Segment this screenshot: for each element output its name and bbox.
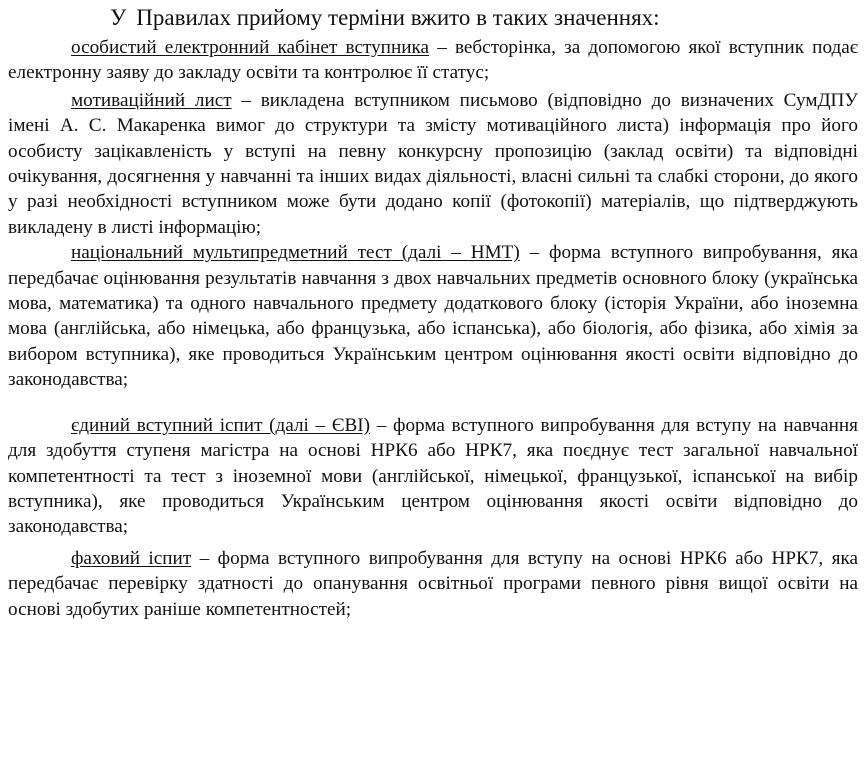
definition-text-nmt: – форма вступного випробування, яка передбачає оцінювання результатів навчання з двох навчальних предметів основного блоку (українська мова, математика) та одного навчального предмету додаткового блоку (історія України, або іноземна мова (англійська, або німецька, або французька, або іспанська), або біологія, або фізика, або хімія за вибором вступника), яке проводиться Українським центром оцінювання якості освіти відповідно до законодавства; xyxy=(8,242,858,391)
definition-text-personal-cabinet: – вебсторінка, за допомогою якої вступник подає електронну заяву до закладу освіти та контролює її статус; xyxy=(8,37,859,84)
definition-text-evi: – форма вступного випробування для вступу на навчання для здобуття ступеня магістра на основі НРК6 або НРК7, яка поєднує тест загальної навчальної компетентності та тест з іноземної мови (англійської, німецької, французької, іспанської на вибір вступника), яке проводиться Українським центром оцінювання якості освіти відповідно до законодавства; xyxy=(8,414,858,538)
definition-evi xyxy=(8,413,858,540)
definition-nmt xyxy=(8,240,858,392)
term-personal-cabinet: особистий електронний кабінет вступника xyxy=(71,37,430,58)
heading-text: Правилах прийому терміни вжито в таких значеннях: xyxy=(136,5,660,30)
definition-personal-cabinet xyxy=(8,35,858,86)
term-nmt: національний мультипредметний тест (далі – НМТ) xyxy=(71,242,520,264)
definition-professional-exam xyxy=(8,546,858,622)
heading-initial: У xyxy=(110,5,127,30)
definition-motivation-letter xyxy=(8,88,858,240)
definition-text-professional-exam: – форма вступного випробування для вступу на основі НРК6 або НРК7, яка передбачає перевірку здатності до опанування освітньої програми певного рівня вищої освіти на основі здобутих раніше компетентностей; xyxy=(8,547,858,620)
term-motivation-letter: мотиваційний лист xyxy=(71,89,232,111)
term-evi: єдиний вступний іспит (далі – ЄВІ) xyxy=(71,414,371,436)
definition-text-motivation-letter: – викладена вступником письмово (відповідно до визначених СумДПУ імені А. С. Макаренка вимог до структури та змісту мотиваційного листа) інформація про його особисту зацікавленість у вступі на певну конкурсну пропозицію (заклад освіти) та відповідні очікування, досягнення у навчанні та інших видах діяльності, власні сильні та слабкі сторони, до якого у разі необхідності вступником може бути додано копії (фотокопії) матеріалів, що підтверджують викладену в листі інформацію; xyxy=(8,89,858,238)
section-heading xyxy=(8,4,858,32)
term-professional-exam: фаховий іспит xyxy=(71,547,192,569)
